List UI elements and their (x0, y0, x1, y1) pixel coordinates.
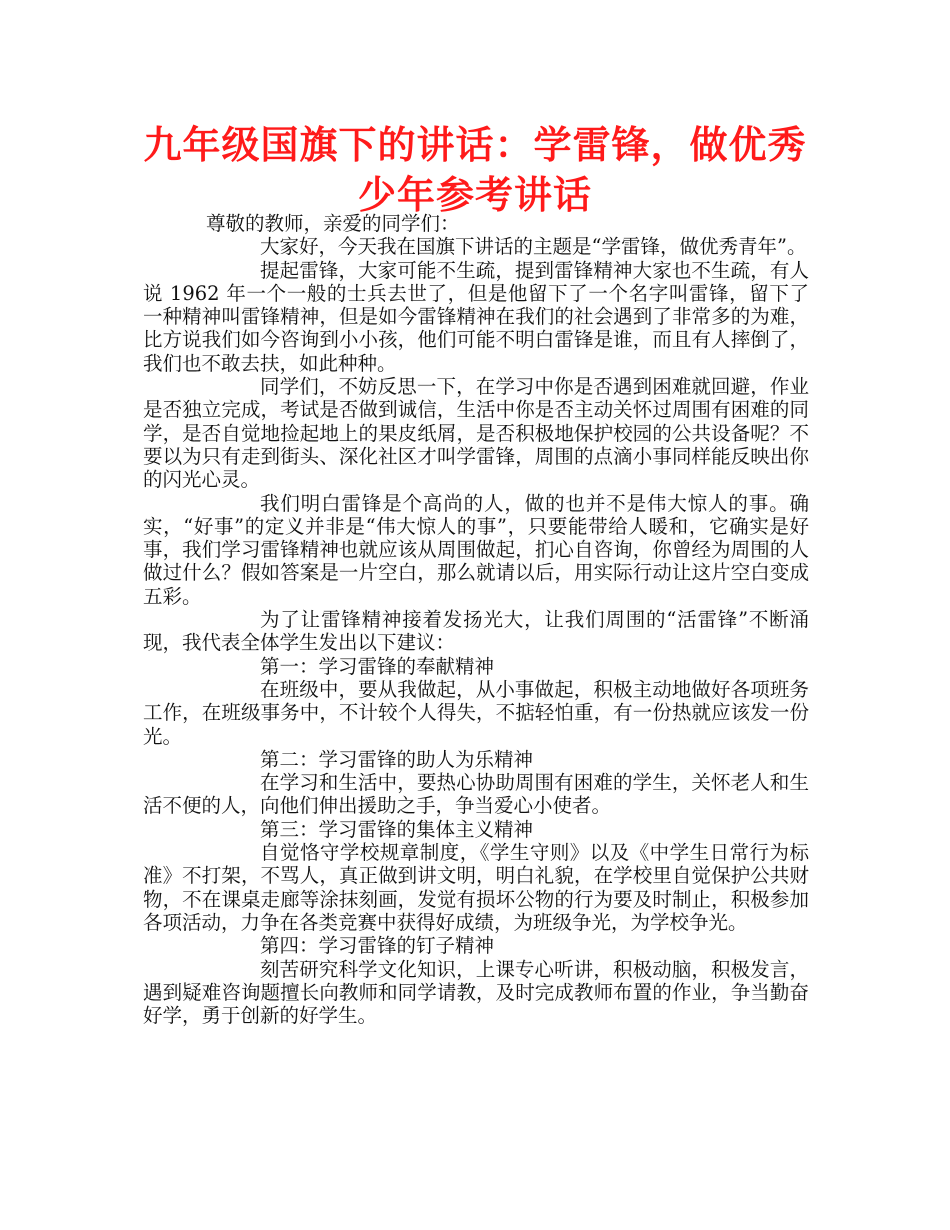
document-title: 九年级国旗下的讲话：学雷锋，做优秀少年参考讲话 (143, 123, 807, 217)
paragraph: 在学习和生活中，要热心协助周围有困难的学生，关怀老人和生活不便的人，向他们伸出援助之手，争当爱心小使者。 (143, 771, 809, 818)
section-heading-2: 第二：学习雷锋的助人为乐精神 (260, 747, 534, 771)
paragraph: 刻苦研究科学文化知识，上课专心听讲，积极动脑，积极发言，遇到疑难咨询题擅长向教师和同学请教，及时完成教师布置的作业，争当勤奋好学，勇于创新的好学生。 (143, 957, 809, 1028)
section-heading-1: 第一：学习雷锋的奉献精神 (260, 654, 495, 678)
document-body (143, 212, 809, 1027)
paragraph: 提起雷锋，大家可能不生疏，提到雷锋精神大家也不生疏，有人说 1962 年一个一般的士兵去世了，但是他留下了一个名字叫雷锋，留下了一种精神叫雷锋精神，但是如今雷锋精神在我们的社会遇到了非常多的为难，比方说我们如今咨询到小小孩，他们可能不明白雷锋是谁，而且有人摔倒了，我们也不敢去扶，如此种种。 (143, 258, 809, 375)
paragraph: 在班级中，要从我做起，从小事做起，积极主动地做好各项班务工作，在班级事务中，不计较个人得失，不掂轻怕重，有一份热就应该发一份光。 (143, 677, 809, 748)
paragraph: 同学们，不妨反思一下，在学习中你是否遇到困难就回避，作业是否独立完成，考试是否做到诚信，生活中你是否主动关怀过周围有困难的同学，是否自觉地捡起地上的果皮纸屑，是否积极地保护校园的公共设备呢？不要以为只有走到街头、深化社区才叫学雷锋，周围的点滴小事同样能反映出你的闪光心灵。 (143, 375, 809, 492)
paragraph: 我们明白雷锋是个高尚的人，做的也并不是伟大惊人的事。确实，“好事”的定义并非是“伟大惊人的事”，只要能带给人暖和，它确实是好事，我们学习雷锋精神也就应该从周围做起，扪心自咨询，你曾经为周围的人做过什么？假如答案是一片空白，那么就请以后，用实际行动让这片空白变成五彩。 (143, 491, 809, 608)
paragraph: 为了让雷锋精神接着发扬光大，让我们周围的“活雷锋”不断涌现，我代表全体学生发出以下建议： (143, 608, 809, 655)
paragraph-intro: 大家好，今天我在国旗下讲话的主题是“学雷锋，做优秀青年”。 (260, 235, 807, 259)
paragraph: 自觉恪守学校规章制度，《学生守则》以及《中学生日常行为标准》不打架，不骂人，真正做到讲文明，明白礼貌，在学校里自觉保护公共财物，不在课桌走廊等涂抹刻画，发觉有损坏公物的行为要及时制止，积极参加各项活动，力争在各类竞赛中获得好成绩，为班级争光，为学校争光。 (143, 841, 809, 934)
greeting: 尊敬的教师，亲爱的同学们： (206, 212, 460, 235)
section-heading-4: 第四：学习雷锋的钉子精神 (260, 934, 495, 958)
section-heading-3: 第三：学习雷锋的集体主义精神 (260, 817, 534, 841)
